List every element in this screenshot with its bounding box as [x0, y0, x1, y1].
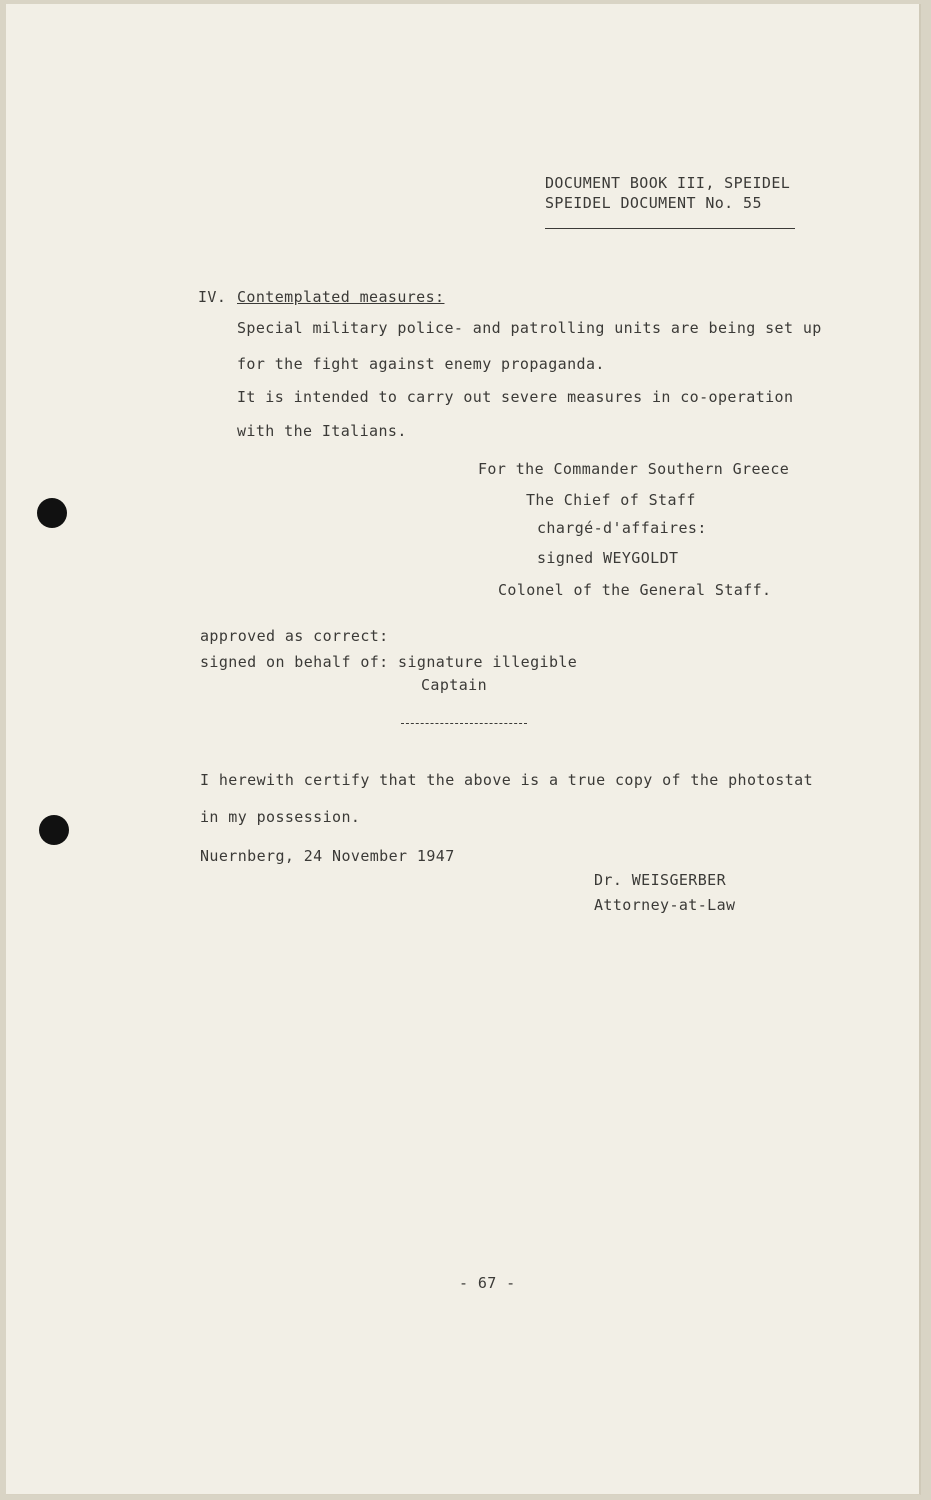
header-rule [545, 228, 795, 229]
signature-line-1: For the Commander Southern Greece [478, 460, 790, 478]
approval-line-3: Captain [421, 676, 488, 694]
signature-line-4: signed WEYGOLDT [537, 549, 679, 567]
certification-line-1: I herewith certify that the above is a true copy of the photostat [200, 771, 813, 789]
header-line-1: DOCUMENT BOOK III, SPEIDEL [545, 174, 791, 192]
header-line-2: SPEIDEL DOCUMENT No. 55 [545, 194, 762, 212]
body-line-1: Special military police- and patrolling units are being set up [237, 319, 822, 337]
signer-name: Dr. WEISGERBER [594, 871, 727, 889]
certification-line-2: in my possession. [200, 808, 361, 826]
body-line-4: with the Italians. [237, 422, 407, 440]
body-line-3: It is intended to carry out severe measures in co-operation [237, 388, 794, 406]
approval-line-2: signed on behalf of: signature illegible [200, 653, 578, 671]
separator-dashes [401, 723, 527, 724]
page-number: - 67 - [459, 1274, 516, 1292]
signature-line-3: chargé-d'affaires: [537, 519, 707, 537]
signature-line-2: The Chief of Staff [526, 491, 696, 509]
signer-title: Attorney-at-Law [594, 896, 736, 914]
binder-hole-upper [37, 498, 67, 528]
place-date: Nuernberg, 24 November 1947 [200, 847, 455, 865]
binder-hole-lower [39, 815, 69, 845]
signature-line-5: Colonel of the General Staff. [498, 581, 772, 599]
approval-line-1: approved as correct: [200, 627, 389, 645]
body-line-2: for the fight against enemy propaganda. [237, 355, 605, 373]
section-numeral: IV. [198, 288, 227, 306]
document-page [6, 4, 921, 1495]
section-heading: Contemplated measures: [237, 288, 445, 306]
